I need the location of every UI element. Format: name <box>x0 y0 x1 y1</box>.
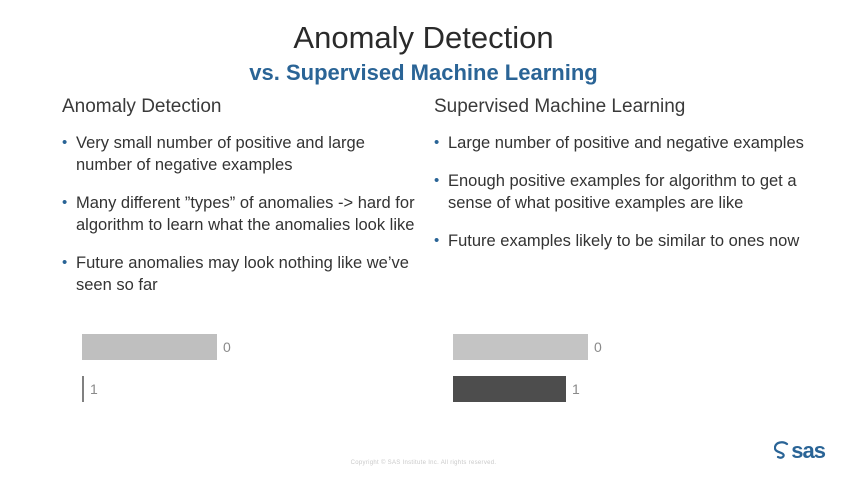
chart-bar-row <box>453 374 602 404</box>
column-supervised-learning <box>434 96 804 268</box>
chart-bar-label: 0 <box>223 339 231 355</box>
chart-bar-label: 0 <box>594 339 602 355</box>
bullet-dot-icon: • <box>62 254 68 271</box>
chart-bar-label: 1 <box>572 381 580 397</box>
chart-bar-row <box>82 374 231 404</box>
chart-bar <box>82 334 217 360</box>
list-item <box>434 170 804 214</box>
column-anomaly-detection <box>62 96 422 312</box>
page-subtitle: vs. Supervised Machine Learning <box>249 60 598 85</box>
column-heading: Supervised Machine Learning <box>434 96 686 117</box>
bullet-dot-icon: • <box>434 232 440 249</box>
chart-bar <box>82 376 84 402</box>
list-item-label: Enough positive examples for algorithm to get a sense of what positive examples are like <box>448 172 797 212</box>
bullet-dot-icon: • <box>434 172 440 189</box>
list-item-label: Many different ”types” of anomalies -> hard for algorithm to learn what the anomalies look like <box>76 194 415 234</box>
chart-bar-label: 1 <box>90 381 98 397</box>
chart-bar <box>453 376 566 402</box>
bullet-dot-icon: • <box>62 134 68 151</box>
column-heading: Anomaly Detection <box>62 96 222 117</box>
sas-swirl-icon <box>774 441 790 461</box>
chart-anomaly-detection <box>82 332 231 416</box>
list-item-label: Large number of positive and negative examples <box>448 134 804 152</box>
list-item <box>62 252 422 296</box>
bullet-dot-icon: • <box>62 194 68 211</box>
chart-supervised-learning <box>453 332 602 416</box>
sas-logo <box>774 438 825 464</box>
sas-logo-text: sas <box>791 438 825 463</box>
list-item-label: Future anomalies may look nothing like we’ve seen so far <box>76 254 409 294</box>
list-item-label: Very small number of positive and large number of negative examples <box>76 134 365 174</box>
list-item <box>62 132 422 176</box>
chart-bar <box>453 334 588 360</box>
copyright-footer: Copyright © SAS Institute Inc. All rights reserved. <box>350 460 497 466</box>
bullet-dot-icon: • <box>434 134 440 151</box>
chart-bar-row <box>453 332 602 362</box>
list-item <box>434 132 804 154</box>
list-item <box>62 192 422 236</box>
chart-bar-row <box>82 332 231 362</box>
page-title: Anomaly Detection <box>293 20 554 55</box>
list-item <box>434 230 804 252</box>
list-item-label: Future examples likely to be similar to ones now <box>448 232 800 250</box>
